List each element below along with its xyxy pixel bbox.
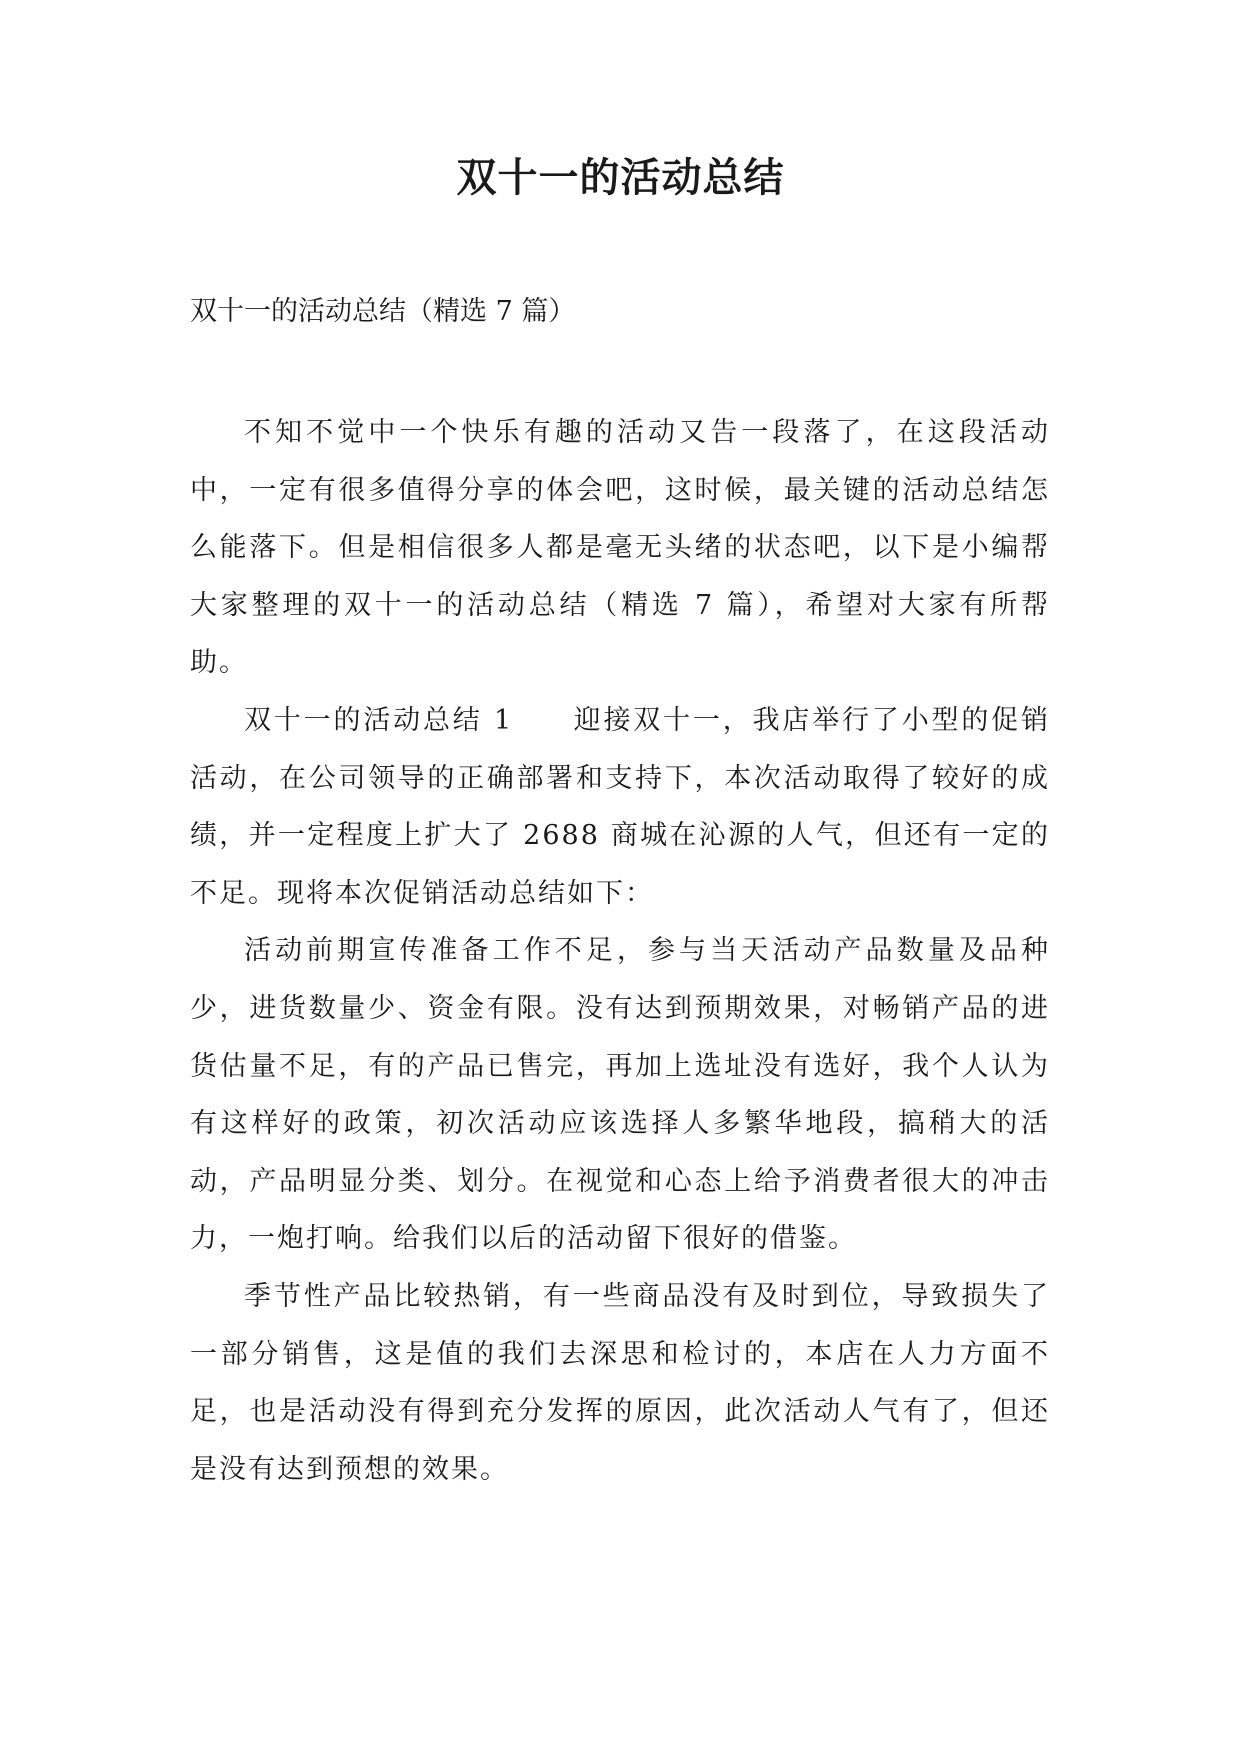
document-body — [190, 404, 1050, 1498]
paragraph-intro: 不知不觉中一个快乐有趣的活动又告一段落了，在这段活动中，一定有很多值得分享的体会吧，这时候，最关键的活动总结怎么能落下。但是相信很多人都是毫无头绪的状态吧，以下是小编帮大家整理的双十一的活动总结（精选 7 篇），希望对大家有所帮助。 — [190, 417, 1050, 679]
paragraph-summary-1: 双十一的活动总结 1 迎接双十一，我店举行了小型的促销活动，在公司领导的正确部署和支持下，本次活动取得了较好的成绩，并一定程度上扩大了 2688 商城在沁源的人气，但还有一定的不足。现将本次促销活动总结如下： — [190, 704, 1050, 909]
paragraph-seasonal: 季节性产品比较热销，有一些商品没有及时到位，导致损失了一部分销售，这是值的我们去深思和检讨的，本店在人力方面不足，也是活动没有得到充分发挥的原因，此次活动人气有了，但还是没有达到预想的效果。 — [190, 1280, 1050, 1485]
document-title: 双十一的活动总结 — [456, 155, 785, 201]
paragraph-preparation: 活动前期宣传准备工作不足，参与当天活动产品数量及品种少，进货数量少、资金有限。没有达到预期效果，对畅销产品的进货估量不足，有的产品已售完，再加上选址没有选好，我个人认为有这样好的政策，初次活动应该选择人多繁华地段，搞稍大的活动，产品明显分类、划分。在视觉和心态上给予消费者很大的冲击力，一炮打响。给我们以后的活动留下很好的借鉴。 — [190, 935, 1050, 1255]
document-subtitle: 双十一的活动总结（精选 7 篇） — [190, 296, 576, 327]
